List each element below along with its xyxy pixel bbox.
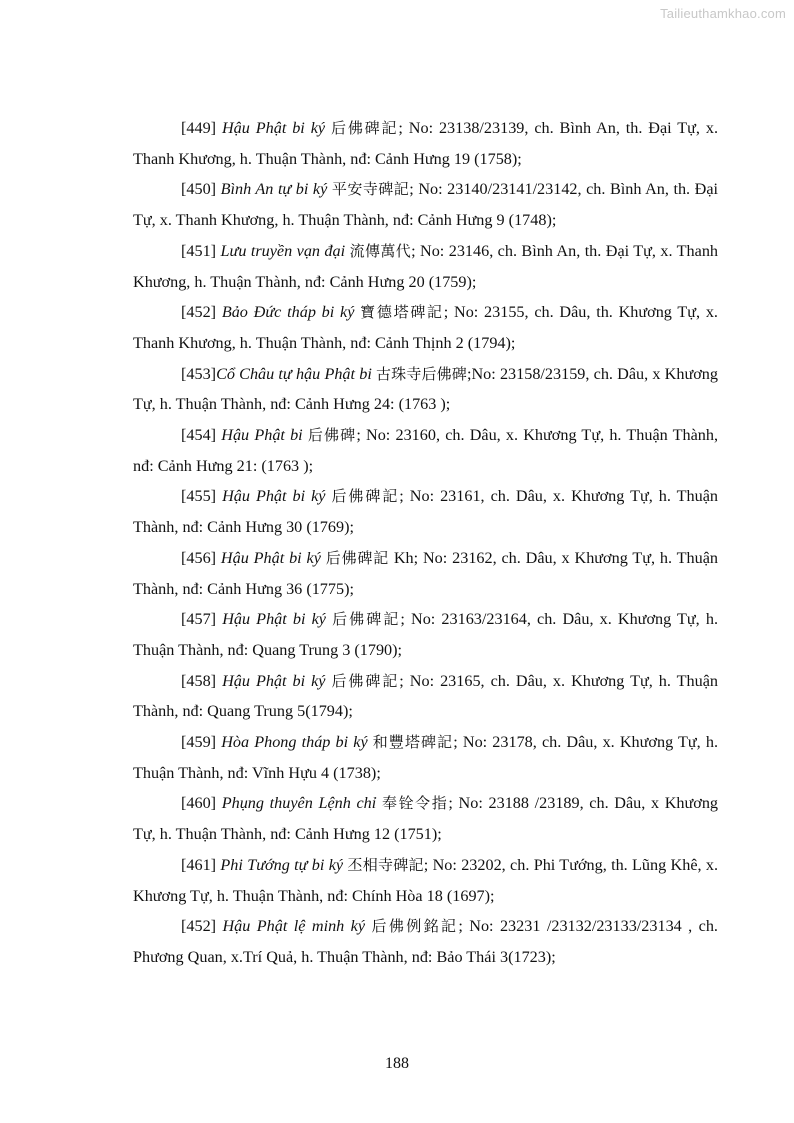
entry-details: ;No: 23158/23159, ch. Dâu, x Khương Tự, h. Thuận Thành, nđ: Cảnh Hưng 24: (1763 ); xyxy=(133,364,718,414)
entry-title: Cổ Châu tự hậu Phật bi xyxy=(216,364,372,383)
entry-number: [456] xyxy=(181,548,217,567)
entry-number: [451] xyxy=(181,241,217,260)
bibliography-entry xyxy=(133,359,718,420)
bibliography-entry xyxy=(133,788,718,849)
bibliography-entry xyxy=(133,481,718,542)
bibliography-entry xyxy=(133,297,718,358)
bibliography-entry xyxy=(133,666,718,727)
entry-han-title: 后佛碑 xyxy=(307,426,357,445)
entry-title: Hậu Phật bi ký xyxy=(220,548,321,567)
entry-title: Phi Tướng tự bi ký xyxy=(220,855,344,874)
entry-number: [453] xyxy=(181,364,217,383)
entry-number: [458] xyxy=(181,671,217,690)
entry-number: [460] xyxy=(181,794,217,813)
entry-number: [457] xyxy=(181,610,217,629)
entry-title: Hậu Phật bi ký xyxy=(222,610,326,629)
entry-title: Bình An tự bi ký xyxy=(220,180,328,199)
entry-number: [452] xyxy=(181,303,217,322)
entry-han-title: 后佛碑記 xyxy=(331,487,400,506)
entry-han-title: 后佛例銘記 xyxy=(371,917,459,936)
entry-title: Hậu Phật bi ký xyxy=(222,487,326,506)
entry-details: ; No: 23178, ch. Dâu, x. Khương Tự, h. Thuận Thành, nđ: Vĩnh Hựu 4 (1738); xyxy=(133,733,718,782)
entry-details: ; No: 23160, ch. Dâu, x. Khương Tự, h. Thuận Thành, nđ: Cảnh Hưng 21: (1763 ); xyxy=(133,426,719,475)
entry-number: [455] xyxy=(181,487,217,506)
entry-details: ; No: 23161, ch. Dâu, x. Khương Tự, h. Thuận Thành, nđ: Cảnh Hưng 30 (1769); xyxy=(133,487,718,537)
entry-details: ; No: 23138/23139, ch. Bình An, th. Đại Tự, x. Thanh Khương, h. Thuận Thành, nđ: Cảnh Hưng 19 (1758); xyxy=(133,119,719,168)
entry-title: Hậu Phật lệ minh ký xyxy=(222,917,366,936)
entry-han-title: 奉铨令指 xyxy=(381,794,449,813)
bibliography-entry xyxy=(133,543,718,604)
bibliography-entry xyxy=(133,236,718,297)
entry-han-title: 和豐塔碑記 xyxy=(372,733,454,752)
bibliography-entry xyxy=(133,850,718,911)
entry-han-title: 后佛碑記 xyxy=(331,671,400,690)
entry-details: ; No: 23202, ch. Phi Tướng, th. Lũng Khê, x. Khương Tự, h. Thuận Thành, nđ: Chính Hòa 18 (1697); xyxy=(133,855,719,905)
bibliography-entry xyxy=(133,727,718,788)
entry-details: ; No: 23163/23164, ch. Dâu, x. Khương Tự, h. Thuận Thành, nđ: Quang Trung 3 (1790); xyxy=(133,610,718,659)
entry-details: ; No: 23140/23141/23142, ch. Bình An, th. Đại Tự, x. Thanh Khương, h. Thuận Thành, nđ: Cảnh Hưng 9 (1748); xyxy=(133,180,718,230)
entry-number: [452] xyxy=(181,917,217,936)
entry-title: Hậu Phật bi xyxy=(221,426,303,445)
entry-han-title: 后佛碑記 xyxy=(332,610,401,629)
entry-han-title: 后佛碑記 xyxy=(330,119,399,137)
entry-title: Hậu Phật bi ký xyxy=(222,671,326,690)
bibliography-entry xyxy=(133,604,718,665)
entry-han-title: 流傳萬代 xyxy=(349,241,412,260)
bibliography-entry xyxy=(133,113,718,174)
entry-details: ; No: 23146, ch. Bình An, th. Đại Tự, x. Thanh Khương, h. Thuận Thành, nđ: Cảnh Hưng 20 (1759); xyxy=(133,241,719,291)
entry-han-title: 平安寺碑記 xyxy=(331,180,410,199)
entry-han-title: 古珠寺后佛碑 xyxy=(376,364,467,383)
bibliography-entry xyxy=(133,174,718,235)
document-body xyxy=(133,113,718,973)
entry-details: ; No: 23188 /23189, ch. Dâu, x Khương Tự, h. Thuận Thành, nđ: Cảnh Hưng 12 (1751); xyxy=(133,794,719,844)
entry-number: [461] xyxy=(181,855,217,874)
entry-title: Phụng thuyên Lệnh chỉ xyxy=(221,794,377,813)
entry-title: Lưu truyền vạn đại xyxy=(220,241,346,260)
page-number: 188 xyxy=(385,1055,409,1072)
entry-title: Bảo Đức tháp bi ký xyxy=(221,303,355,322)
entry-details: Kh; No: 23162, ch. Dâu, x Khương Tự, h. Thuận Thành, nđ: Cảnh Hưng 36 (1775); xyxy=(133,548,718,598)
bibliography-entry xyxy=(133,911,718,972)
entry-han-title: 后佛碑記 xyxy=(325,548,389,567)
entry-number: [449] xyxy=(181,119,217,137)
entry-han-title: 丕相寺碑記 xyxy=(347,855,424,874)
watermark: Tailieuthamkhao.com xyxy=(660,6,786,21)
entry-number: [450] xyxy=(181,180,217,199)
entry-title: Hòa Phong tháp bi ký xyxy=(221,733,368,752)
entry-title: Hậu Phật bi ký xyxy=(221,119,326,137)
entry-details: ; No: 23155, ch. Dâu, th. Khương Tự, x. Thanh Khương, h. Thuận Thành, nđ: Cảnh Thịnh 2 (1794); xyxy=(133,303,718,352)
entry-han-title: 寶德塔碑記 xyxy=(360,303,444,322)
entry-details: ; No: 23231 /23132/23133/23134 , ch. Phương Quan, x.Trí Quả, h. Thuận Thành, nđ: Bảo Thái 3(1723); xyxy=(133,917,718,966)
entry-details: ; No: 23165, ch. Dâu, x. Khương Tự, h. Thuận Thành, nđ: Quang Trung 5(1794); xyxy=(133,671,718,721)
entry-number: [459] xyxy=(181,733,217,752)
entry-number: [454] xyxy=(181,426,217,445)
bibliography-entry xyxy=(133,420,718,481)
